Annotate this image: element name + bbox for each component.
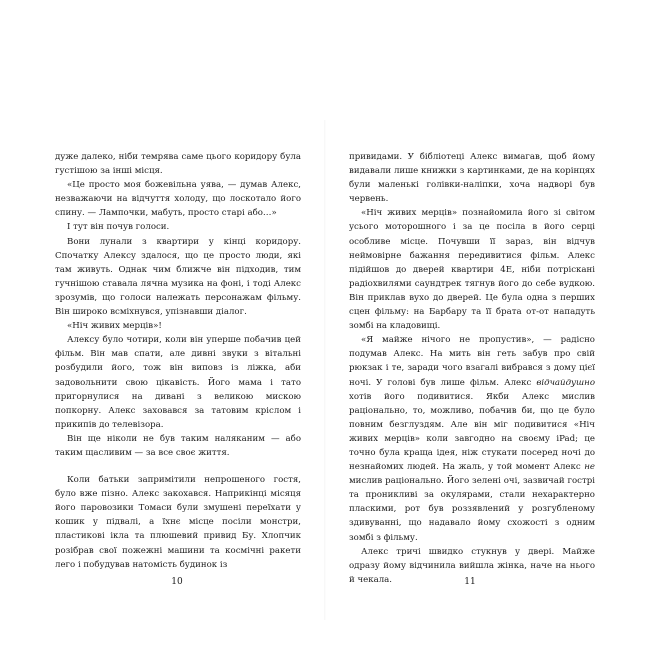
right-page-text [349, 150, 595, 587]
book-gutter [324, 120, 326, 620]
emphasis: відчайдушно [536, 377, 595, 388]
left-page-text [55, 150, 301, 572]
page-number-right: 11 [464, 577, 476, 587]
page-number-left: 10 [171, 577, 183, 587]
paragraph: Алексу було чотири, коли він уперше побачив цей фільм. Він мав спати, але дивні звуки з вітальні розбудили його, тож він виповз із ліжка, аби задовольнити свою цікавість. Його мама і тато пригорнулися на дивані з великою мискою попкорну. Алекс заховався за татовим кріслом і прикипів до телевізора. [55, 335, 301, 430]
paragraph: Алекс тричі швидко стукнув у двері. Майже одразу йому відчинила вийшла жінка, наче на нього й чекала. [349, 546, 595, 585]
paragraph: привидами. У бібліотеці Алекс вимагав, щоб йому видавали лише книжки з картинками, де на корінцях були маленькі голівки-наліпки, хоча надворі був червень. [349, 152, 595, 205]
paragraph: дуже далеко, ніби темрява саме цього коридору була густішою за інші місця. [55, 152, 301, 177]
paragraph: Коли батьки запримітили непрошеного гостя, було вже пізно. Алекс закохався. Наприкінці місяця його паровозики Томаси були змушені переїхати у кошик у підвалі, а їхнє місце посіли монстри, пластикові ікла та плюшевий привид Бу. Хлопчик розібрав свої пожежні машини та космічні ракети лего і побудував натомість будинок із [55, 475, 301, 570]
paragraph: І тут він почув голоси. [67, 222, 170, 233]
paragraph-part: «Я майже нічого не пропустив», — радісно подумав Алекс. На мить він геть забув про свій рюкзак і те, заради чого взагалі вибрався з дому цієї ночі. У голові був лише фільм. Алекс [349, 335, 595, 388]
paragraph-part: мислив раціонально. Його зелені очі, зазвичай гострі та проникливі за окулярами, стали нехарактерно пласкими, рот був роззявлений у розгубленому здивуванні, що надавало йому схожості з одним зомбі з фільму. [349, 476, 595, 543]
emphasis: не [584, 462, 595, 473]
paragraph: «Це просто моя божевільна уява, — думав Алекс, незважаючи на відчуття холоду, що лоскотало його спину. — Лампочки, мабуть, просто старі або…» [55, 180, 301, 219]
paragraph [349, 333, 595, 544]
paragraph: Вони лунали з квартири у кінці коридору. Спочатку Алексу здалося, що це просто люди, які там живуть. Однак чим ближче він підходив, тим гучнішою ставала лячна музика на фоні, і тоді Алекс зрозумів, що голоси належать персонажам фільму. Він широко всміхнувся, упізнавши діалог. [55, 236, 301, 318]
paragraph-part: хотів його подивитися. Якби Алекс мислив раціонально, то, можливо, побачив би, що це було повним безглуздям. Але він міг подивитися «Ніч живих мерців» коли завгодно на своєму iPad; це точно була краща ідея, ніж стукати посеред ночі до незнайомих людей. На жаль, у той момент Алекс [349, 391, 595, 473]
paragraph: «Ніч живих мерців» познайомила його зі світом усього моторошного і за це посіла в його серці особливе місце. Почувши її зараз, він відчув неймовірне бажання передивитися фільм. Алекс підійшов до дверей квартири 4Е, ніби потріскані радіохвилями саундтрек тягнув його до себе вудкою. Він приклав вухо до дверей. Це була одна з перших сцен фільму: на Барбару та її брата от-от нападуть зомбі на кладовищі. [349, 208, 595, 332]
paragraph: «Ніч живих мерців»! [67, 321, 162, 332]
paragraph: Він ще ніколи не був таким наляканим — або таким щасливим — за все своє життя. [55, 433, 301, 458]
